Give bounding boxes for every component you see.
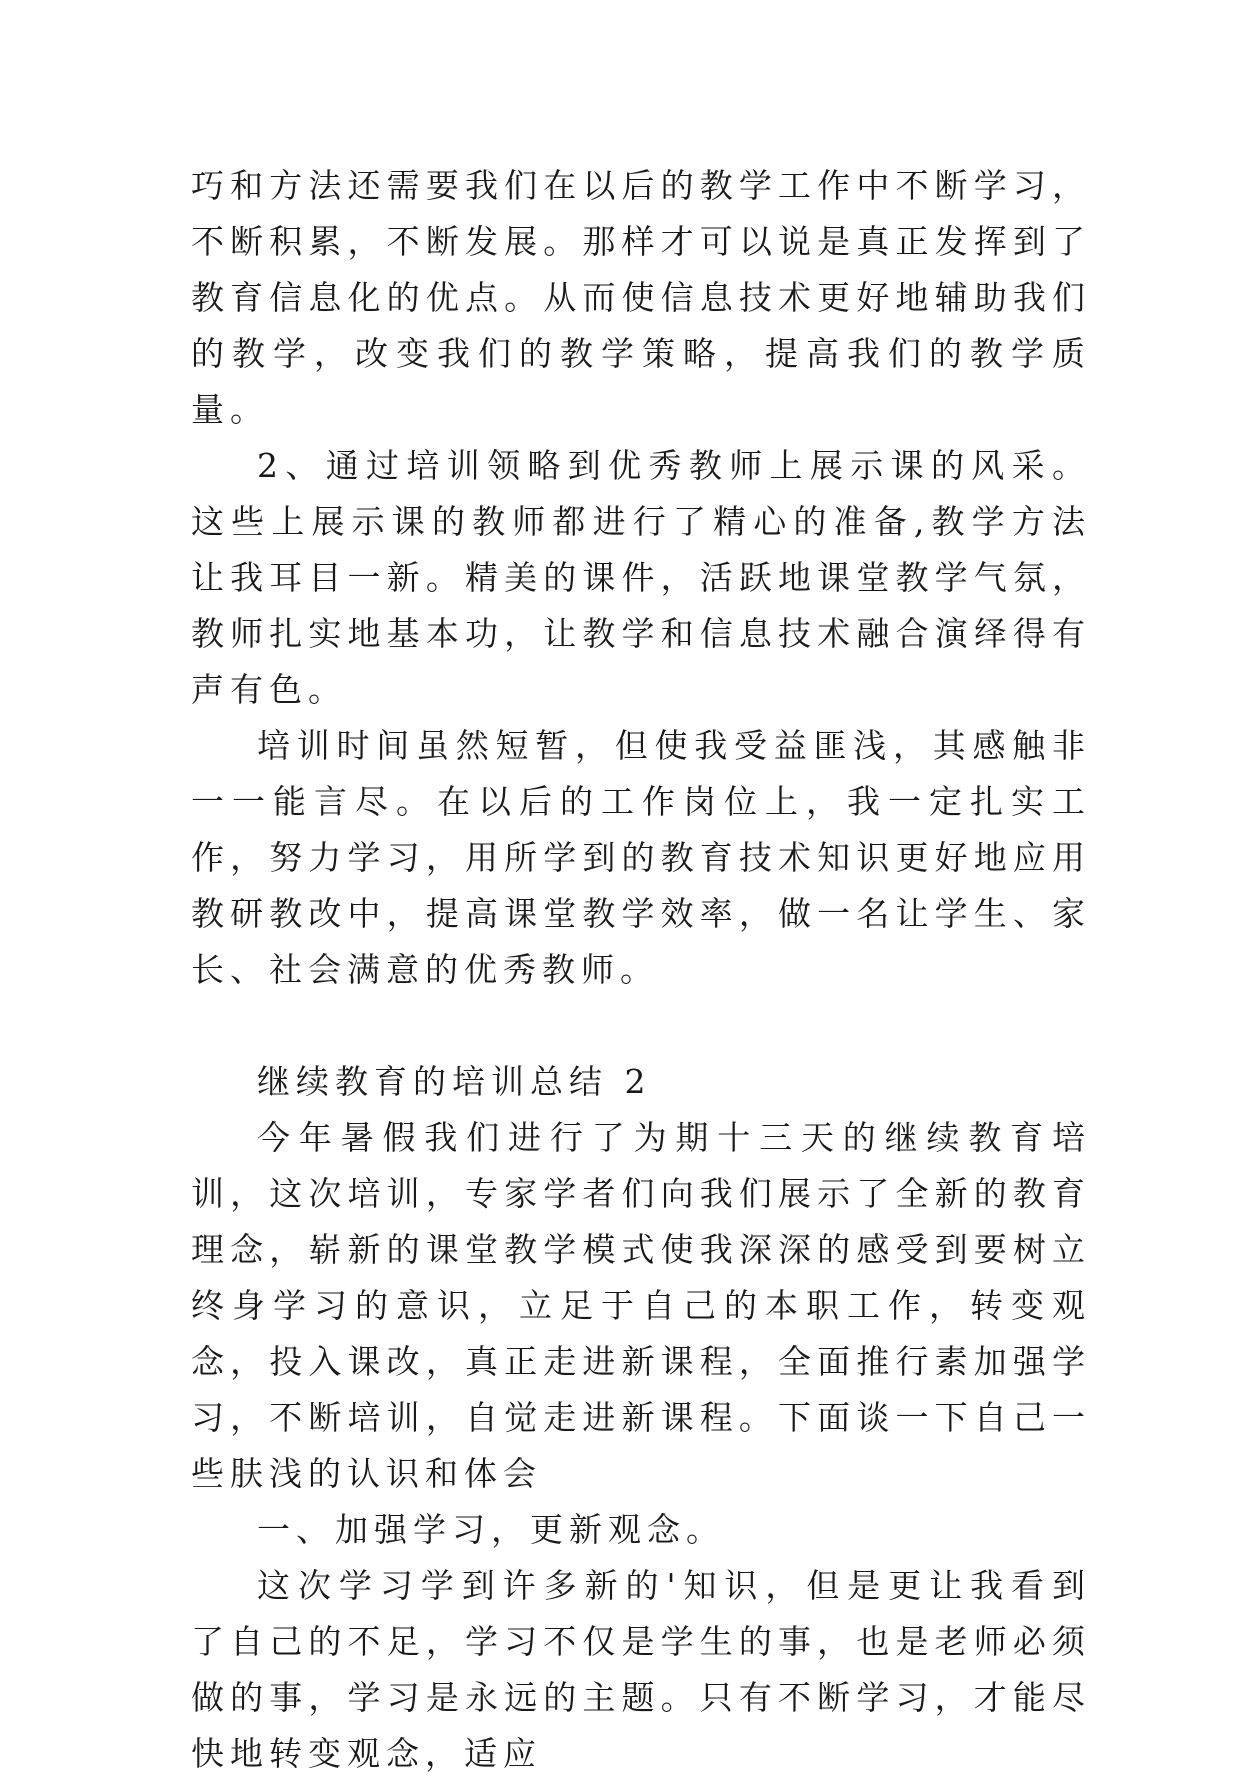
- section-spacer: [191, 998, 1091, 1054]
- document-body: [191, 158, 1091, 1782]
- paragraph-continuation: 巧和方法还需要我们在以后的教学工作中不断学习，不断积累，不断发展。那样才可以说是真正发挥到了教育信息化的优点。从而使信息技术更好地辅助我们的教学，改变我们的教学策略，提高我们的教学质量。: [191, 166, 1091, 429]
- paragraph-point-2: 2、通过培训领略到优秀教师上展示课的风采。这些上展示课的教师都进行了精心的准备,教学方法让我耳目一新。精美的课件，活跃地课堂教学气氛，教师扎实地基本功，让教学和信息技术融合演绎得有声有色。: [191, 446, 1091, 709]
- paragraph-intro: 今年暑假我们进行了为期十三天的继续教育培训，这次培训，专家学者们向我们展示了全新的教育理念，崭新的课堂教学模式使我深深的感受到要树立终身学习的意识，立足于自己的本职工作，转变观念，投入课改，真正走进新课程，全面推行素加强学习，不断培训，自觉走进新课程。下面谈一下自己一些肤浅的认识和体会: [191, 1118, 1091, 1493]
- section-title: 继续教育的培训总结 2: [257, 1062, 652, 1101]
- paragraph-conclusion: 培训时间虽然短暂，但使我受益匪浅，其感触非一一能言尽。在以后的工作岗位上，我一定扎实工作，努力学习，用所学到的教育技术知识更好地应用教研教改中，提高课堂教学效率，做一名让学生、家长、社会满意的优秀教师。: [191, 726, 1091, 989]
- paragraph-study: 这次学习学到许多新的'知识，但是更让我看到了自己的不足，学习不仅是学生的事，也是老师必须做的事，学习是永远的主题。只有不断学习，才能尽快地转变观念，适应: [191, 1566, 1091, 1773]
- heading-point-1: 一、加强学习，更新观念。: [257, 1510, 725, 1549]
